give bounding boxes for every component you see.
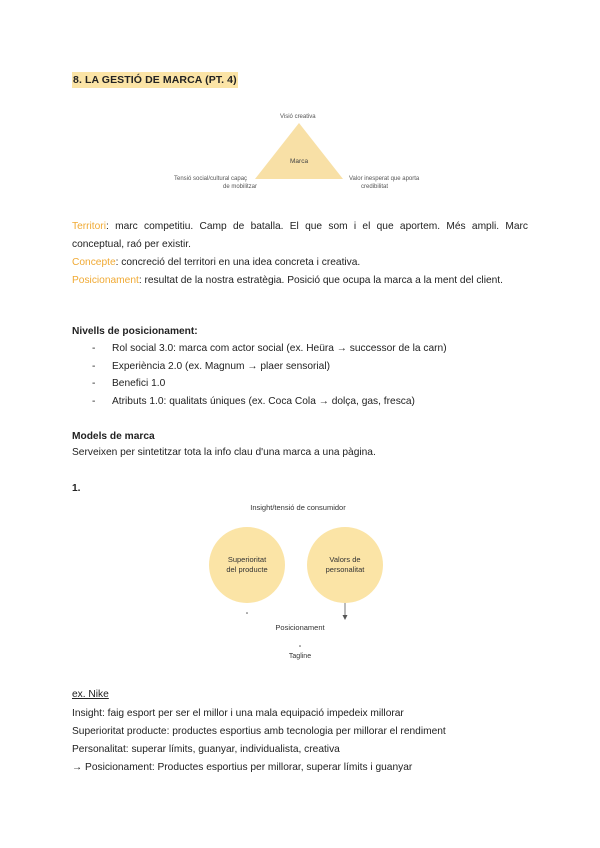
list-item — [92, 358, 447, 376]
definition-posicionament — [72, 272, 528, 290]
triangle-top-label: Visió creativa — [280, 114, 316, 120]
tagline-label: Tagline — [288, 653, 312, 660]
model-diagram-shapes — [0, 500, 600, 700]
list-item-text: Experiència 2.0 (ex. Magnum → plaer sensorial) — [112, 360, 330, 372]
example-line: Superioritat producte: productes esportius amb tecnologia per millorar el rendiment — [72, 726, 446, 737]
list-dash: - — [92, 343, 96, 354]
circle-right-label-2: personalitat — [325, 565, 365, 574]
circle-right-label-1: Valors de — [329, 555, 361, 564]
circle-left-label-2: del producte — [226, 565, 268, 574]
example-line: Personalitat: superar límits, guanyar, individualista, creativa — [72, 744, 340, 755]
list-dash: - — [92, 360, 96, 372]
definition-concepte — [72, 254, 528, 272]
positioning-arrow-head — [343, 615, 348, 620]
list-item — [92, 393, 447, 411]
dot-tagline — [299, 645, 301, 647]
example-lines — [72, 705, 446, 777]
levels-heading: Nivells de posicionament: — [72, 326, 198, 337]
list-dash: - — [92, 395, 96, 407]
models-text: Serveixen per sintetitzar tota la info clau d'una marca a una pàgina. — [72, 447, 376, 458]
example-label: ex. Nike — [72, 689, 109, 700]
page-title: 8. LA GESTIÓ DE MARCA (PT. 4) — [73, 74, 237, 86]
example-line: → Posicionament: Productes esportius per millorar, superar límits i guanyar — [72, 762, 413, 773]
list-item-text: Benefici 1.0 — [112, 378, 166, 389]
insight-label: Insight/tensió de consumidor — [250, 503, 346, 512]
list-item — [92, 375, 447, 393]
definition-posicionament-text: : resultat de la nostra estratègia. Posició que ocupa la marca a la ment del client. — [138, 275, 503, 286]
triangle-center-label: Marca — [290, 158, 309, 165]
definition-territori-text: : marc competitiu. Camp de batalla. El que som i el que aportem. Més ampli. Marc conceptual, raó per existir. — [72, 221, 528, 250]
definition-territori — [72, 218, 528, 254]
term-concepte: Concepte — [72, 257, 116, 268]
dot-left — [246, 612, 248, 614]
term-posicionament: Posicionament — [72, 275, 139, 286]
list-item-text: Atributs 1.0: qualitats úniques (ex. Coca Cola → dolça, gas, fresca) — [112, 395, 415, 407]
list-item — [92, 340, 447, 358]
levels-list — [92, 340, 447, 410]
positioning-label: Posicionament — [275, 623, 325, 632]
model-number: 1. — [72, 483, 81, 494]
circle-left-label-1: Superioritat — [227, 555, 267, 564]
triangle-left-label-2: de mobilitzar — [223, 184, 258, 190]
triangle-right-label-1: Valor inesperat que aporta — [349, 176, 420, 182]
models-heading: Models de marca — [72, 431, 155, 442]
example-line: Insight: faig esport per ser el millor i una mala equipació impedeix millorar — [72, 708, 404, 719]
triangle-right-label-2: credibilitat — [361, 184, 389, 190]
triangle-left-label-1: Tensió social/cultural capaç — [174, 176, 248, 182]
list-item-text: Rol social 3.0: marca com actor social (ex. Heüra → successor de la carn) — [112, 343, 447, 354]
term-territori: Territori — [72, 221, 106, 232]
list-dash: - — [92, 378, 96, 389]
definition-concepte-text: : concreció del territori en una idea concreta i creativa. — [115, 257, 361, 268]
